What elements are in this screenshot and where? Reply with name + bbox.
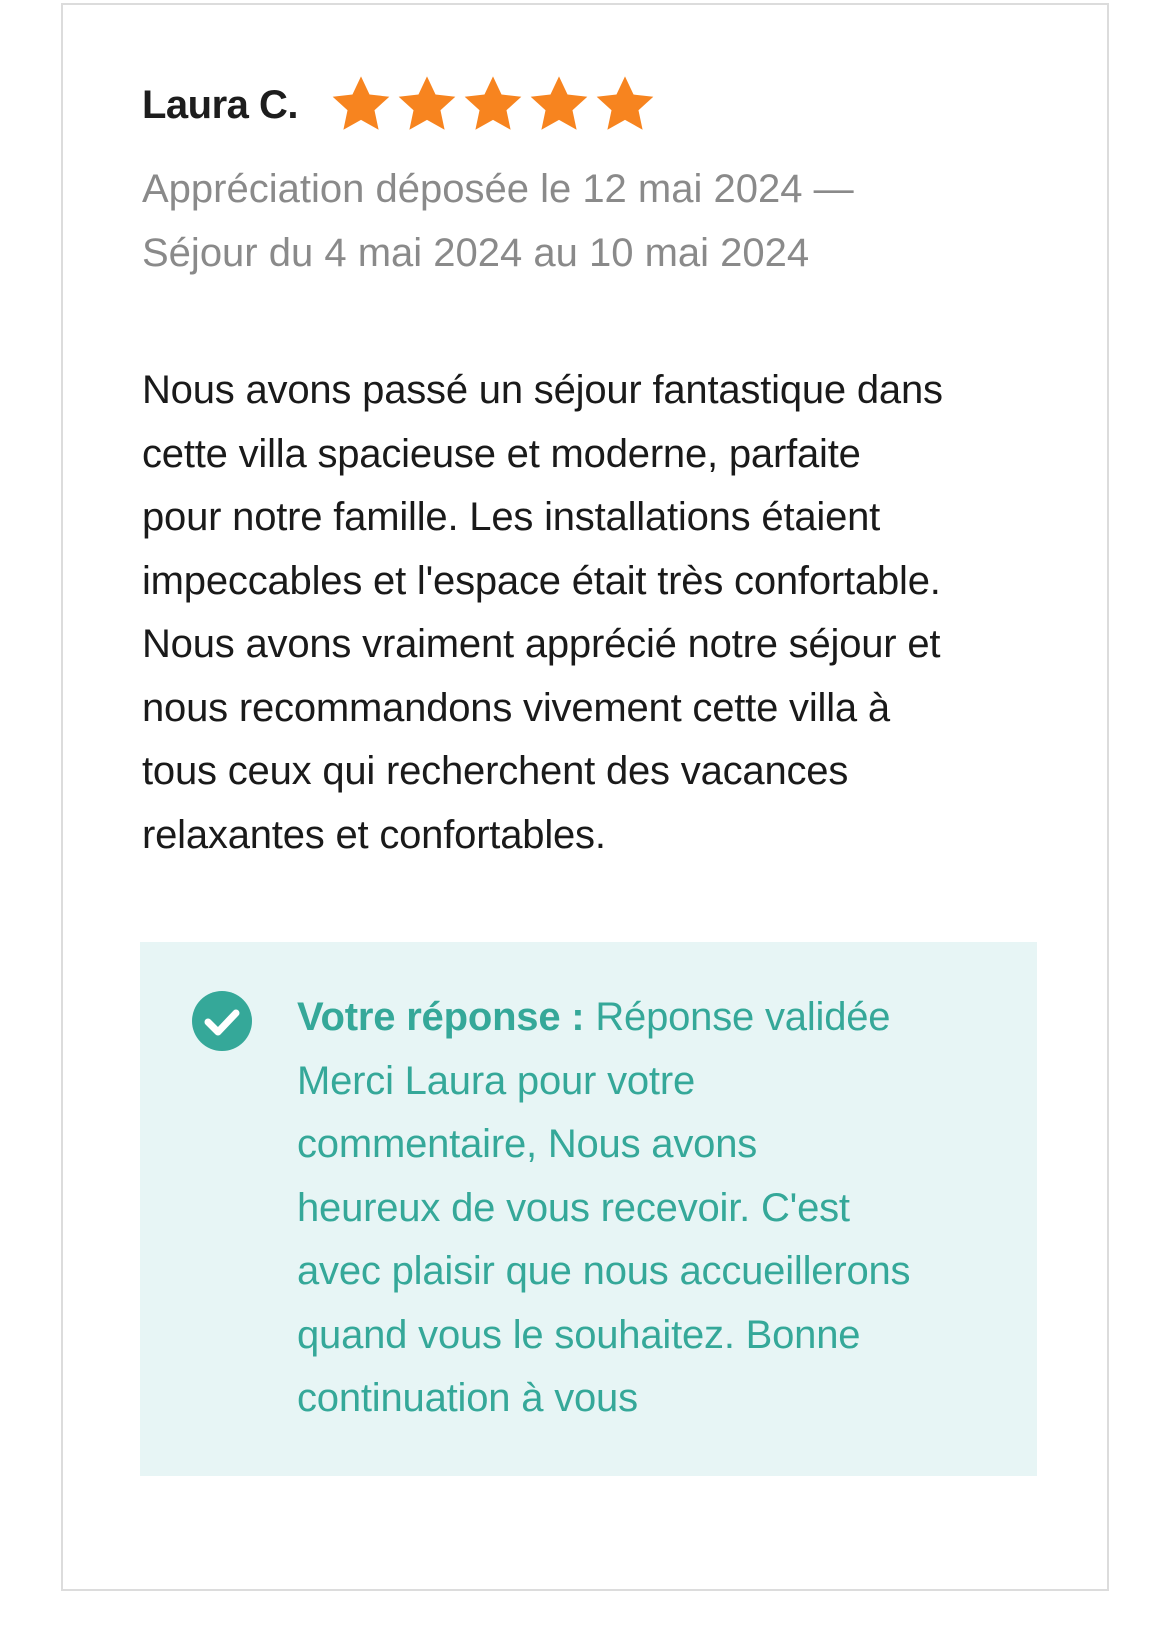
review-text-line: relaxantes et confortables.: [142, 812, 606, 857]
review-text-line: nous recommandons vivement cette villa à: [142, 685, 890, 730]
response-line: avec plaisir que nous accueillerons: [297, 1249, 911, 1293]
review-text-line: tous ceux qui recherchent des vacances: [142, 749, 849, 793]
response-line: continuation à vous: [297, 1376, 638, 1420]
response-line: quand vous le souhaitez. Bonne: [297, 1312, 861, 1357]
response-label: Votre réponse :: [297, 995, 585, 1039]
review-text: [142, 359, 1062, 867]
response-line: heureux de vous recevoir. C'est: [297, 1185, 850, 1230]
review-text-line: cette villa spacieuse et moderne, parfaite: [142, 431, 861, 476]
star-icon: [328, 72, 394, 138]
reviewer-name: Laura C.: [142, 82, 299, 127]
review-date: Appréciation déposée le 12 mai 2024 —: [142, 167, 854, 211]
star-rating: [328, 72, 658, 138]
owner-response-box: [140, 942, 1037, 1476]
star-icon: [460, 72, 526, 138]
review-text-line: Nous avons vraiment apprécié notre séjour et: [142, 622, 941, 666]
review-meta: [142, 157, 1042, 285]
star-icon: [394, 72, 460, 138]
star-icon: [526, 72, 592, 138]
star-icon: [592, 72, 658, 138]
review-text-line: Nous avons passé un séjour fantastique dans: [142, 368, 943, 412]
review-card: [61, 3, 1109, 1591]
response-header-line: [297, 986, 997, 1050]
owner-response-text: [297, 986, 997, 1431]
review-header: [142, 69, 658, 141]
response-line: commentaire, Nous avons: [297, 1122, 758, 1166]
review-text-line: pour notre famille. Les installations étaient: [142, 495, 881, 539]
response-status: Réponse validée: [595, 995, 891, 1039]
response-line: Merci Laura pour votre: [297, 1058, 696, 1103]
review-text-line: impeccables et l'espace était très confortable.: [142, 558, 941, 603]
stay-dates: Séjour du 4 mai 2024 au 10 mai 2024: [142, 231, 810, 275]
check-circle-icon: [190, 989, 254, 1053]
